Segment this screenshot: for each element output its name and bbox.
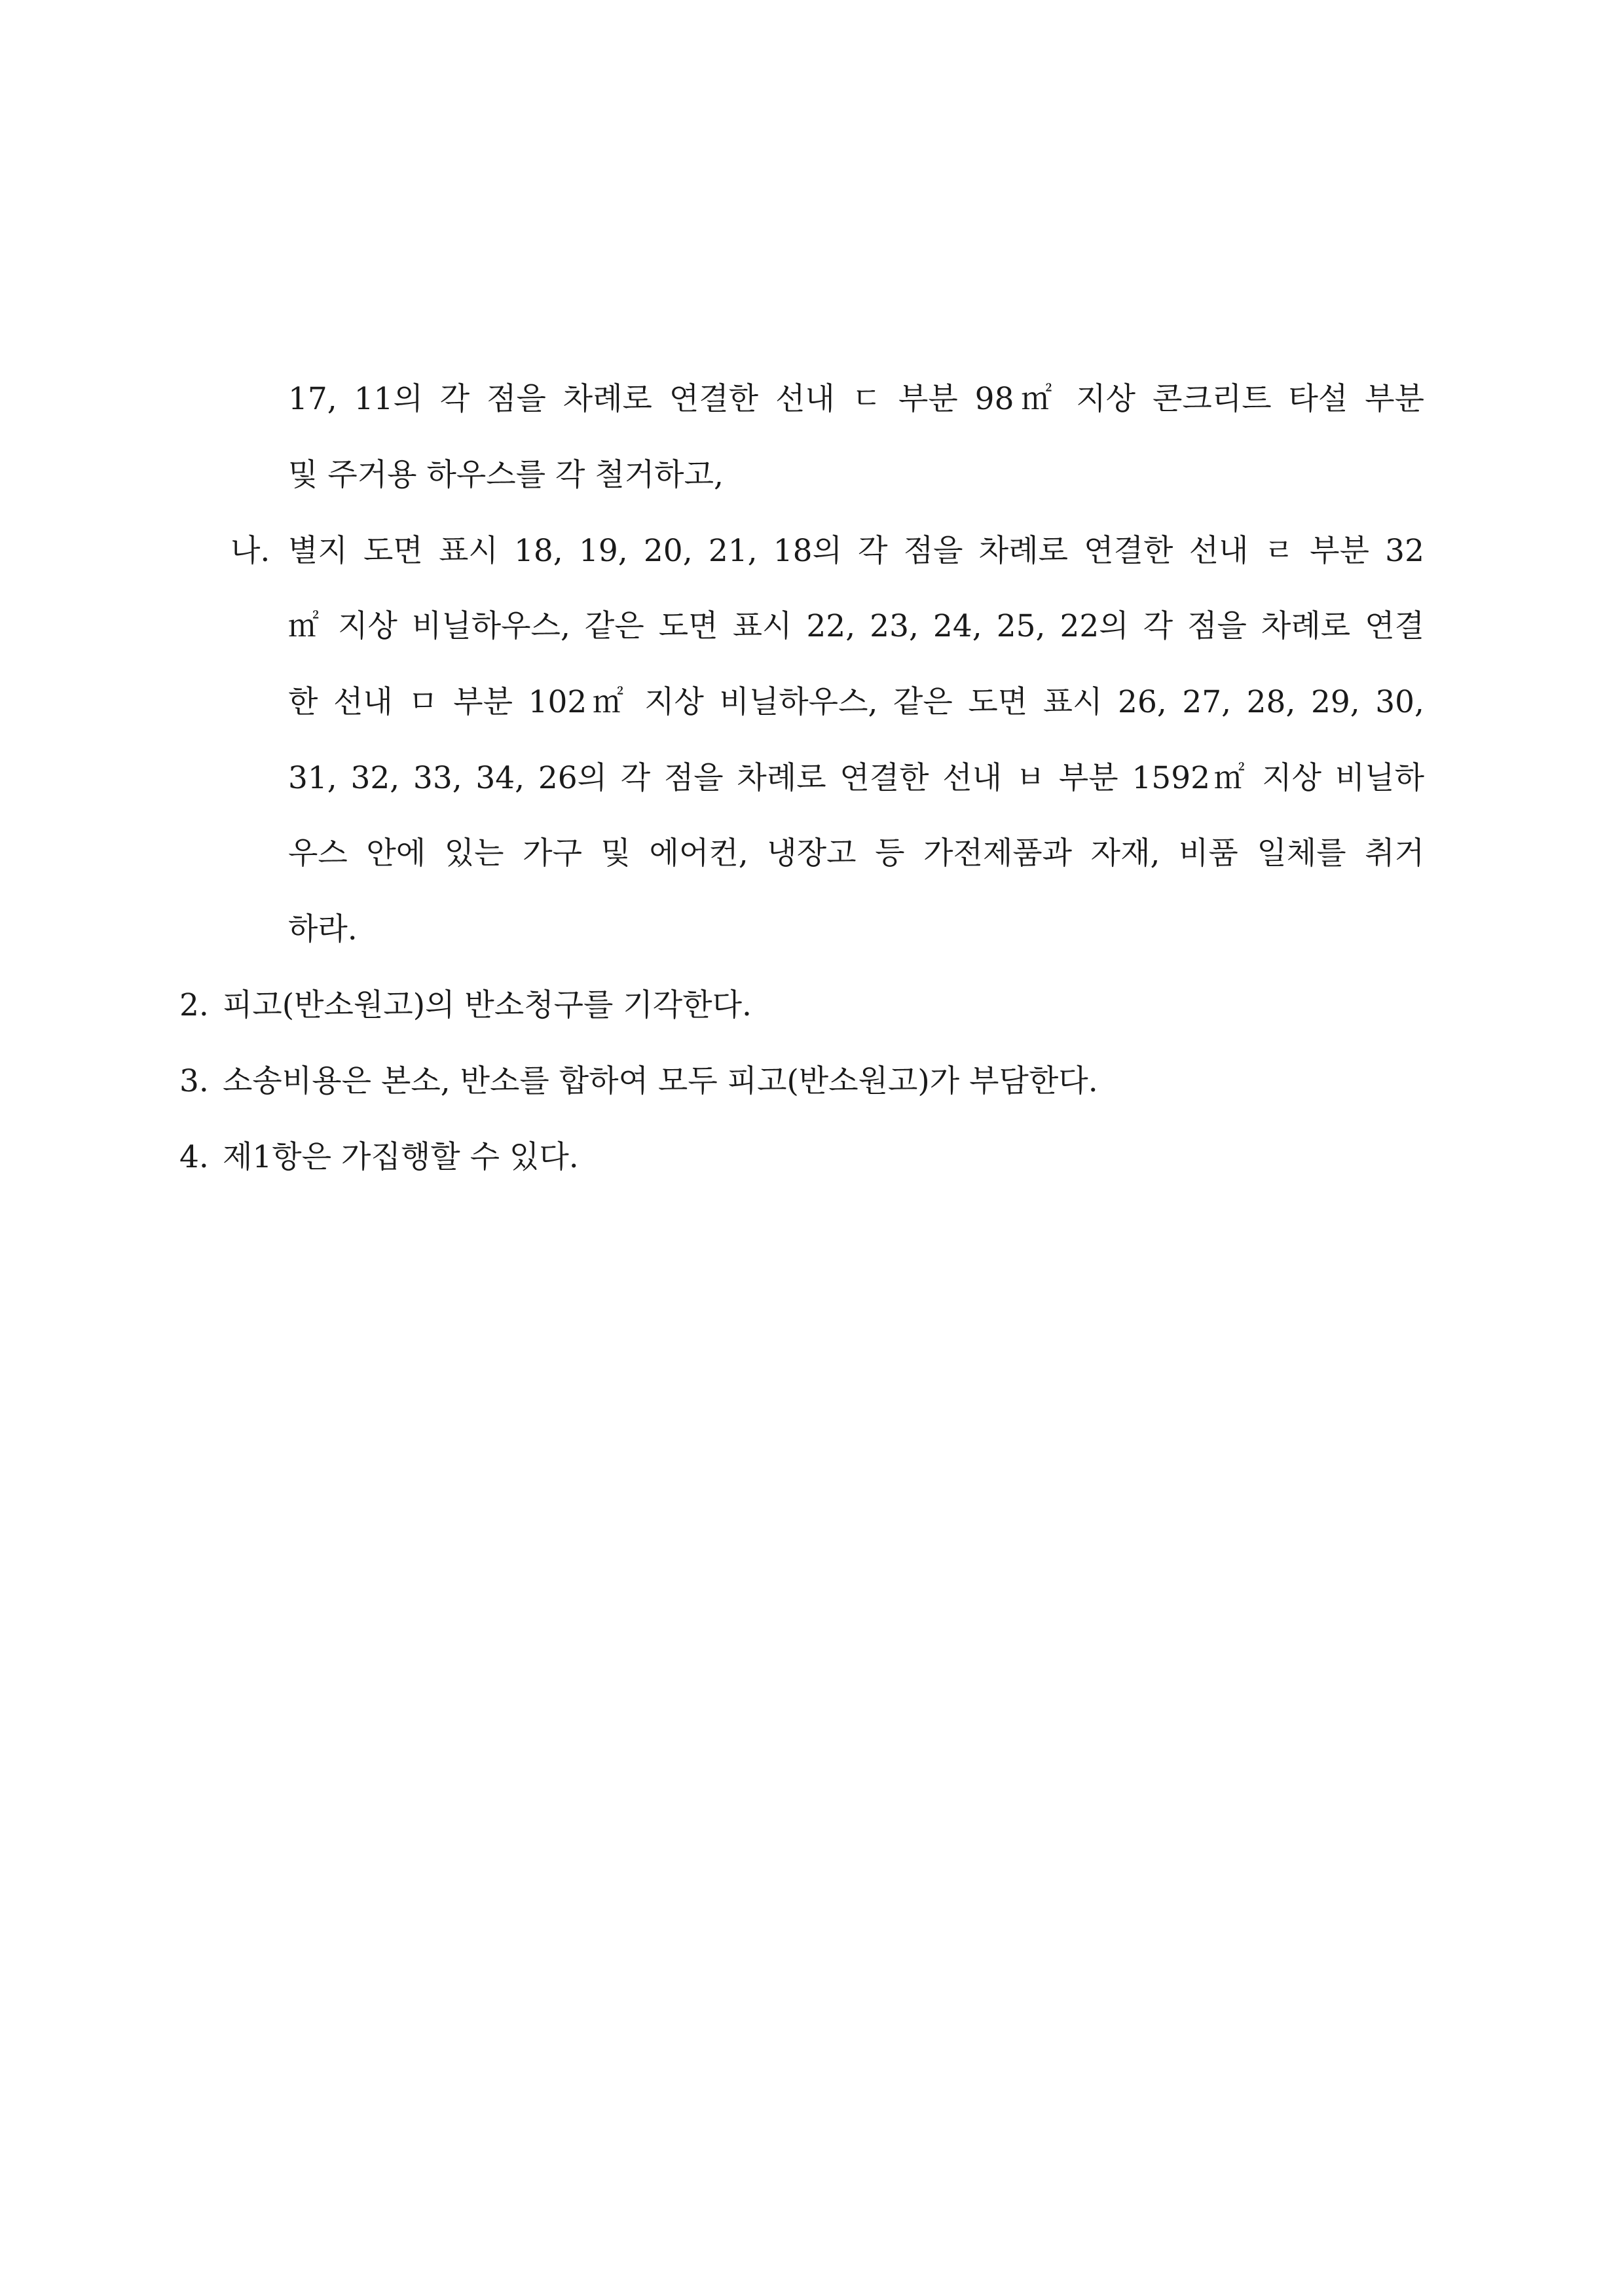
body-line-6: 31, 32, 33, 34, 26의 각 점을 차례로 연결한 선내 ㅂ 부분 1592㎡ 지상 비닐하 [288,760,1424,796]
item-2-marker: 2. [179,987,209,1023]
item-4-text: 제1항은 가집행할 수 있다. [223,1139,579,1175]
item-na-marker: 나. [231,533,270,569]
item-3-text: 소송비용은 본소, 반소를 합하여 모두 피고(반소원고)가 부담한다. [223,1063,1098,1099]
body-line-4: ㎡ 지상 비닐하우스, 같은 도면 표시 22, 23, 24, 25, 22의 각 점을 차례로 연결 [288,608,1424,644]
item-3-marker: 3. [179,1063,209,1099]
body-line-3: 별지 도면 표시 18, 19, 20, 21, 18의 각 점을 차례로 연결한 선내 ㄹ 부분 32 [288,533,1424,569]
item-4-marker: 4. [179,1139,209,1175]
item-2-text: 피고(반소원고)의 반소청구를 기각한다. [223,987,752,1023]
body-line-5: 한 선내 ㅁ 부분 102㎡ 지상 비닐하우스, 같은 도면 표시 26, 27, 28, 29, 30, [288,684,1424,720]
body-line-7: 우스 안에 있는 가구 및 에어컨, 냉장고 등 가전제품과 자재, 비품 일체를 취거 [288,835,1424,871]
body-line-8: 하라. [288,911,358,947]
body-line-1: 17, 11의 각 점을 차례로 연결한 선내 ㄷ 부분 98㎡ 지상 콘크리트 타설 부분 [288,381,1424,417]
body-line-2: 및 주거용 하우스를 각 철거하고, [288,457,724,493]
